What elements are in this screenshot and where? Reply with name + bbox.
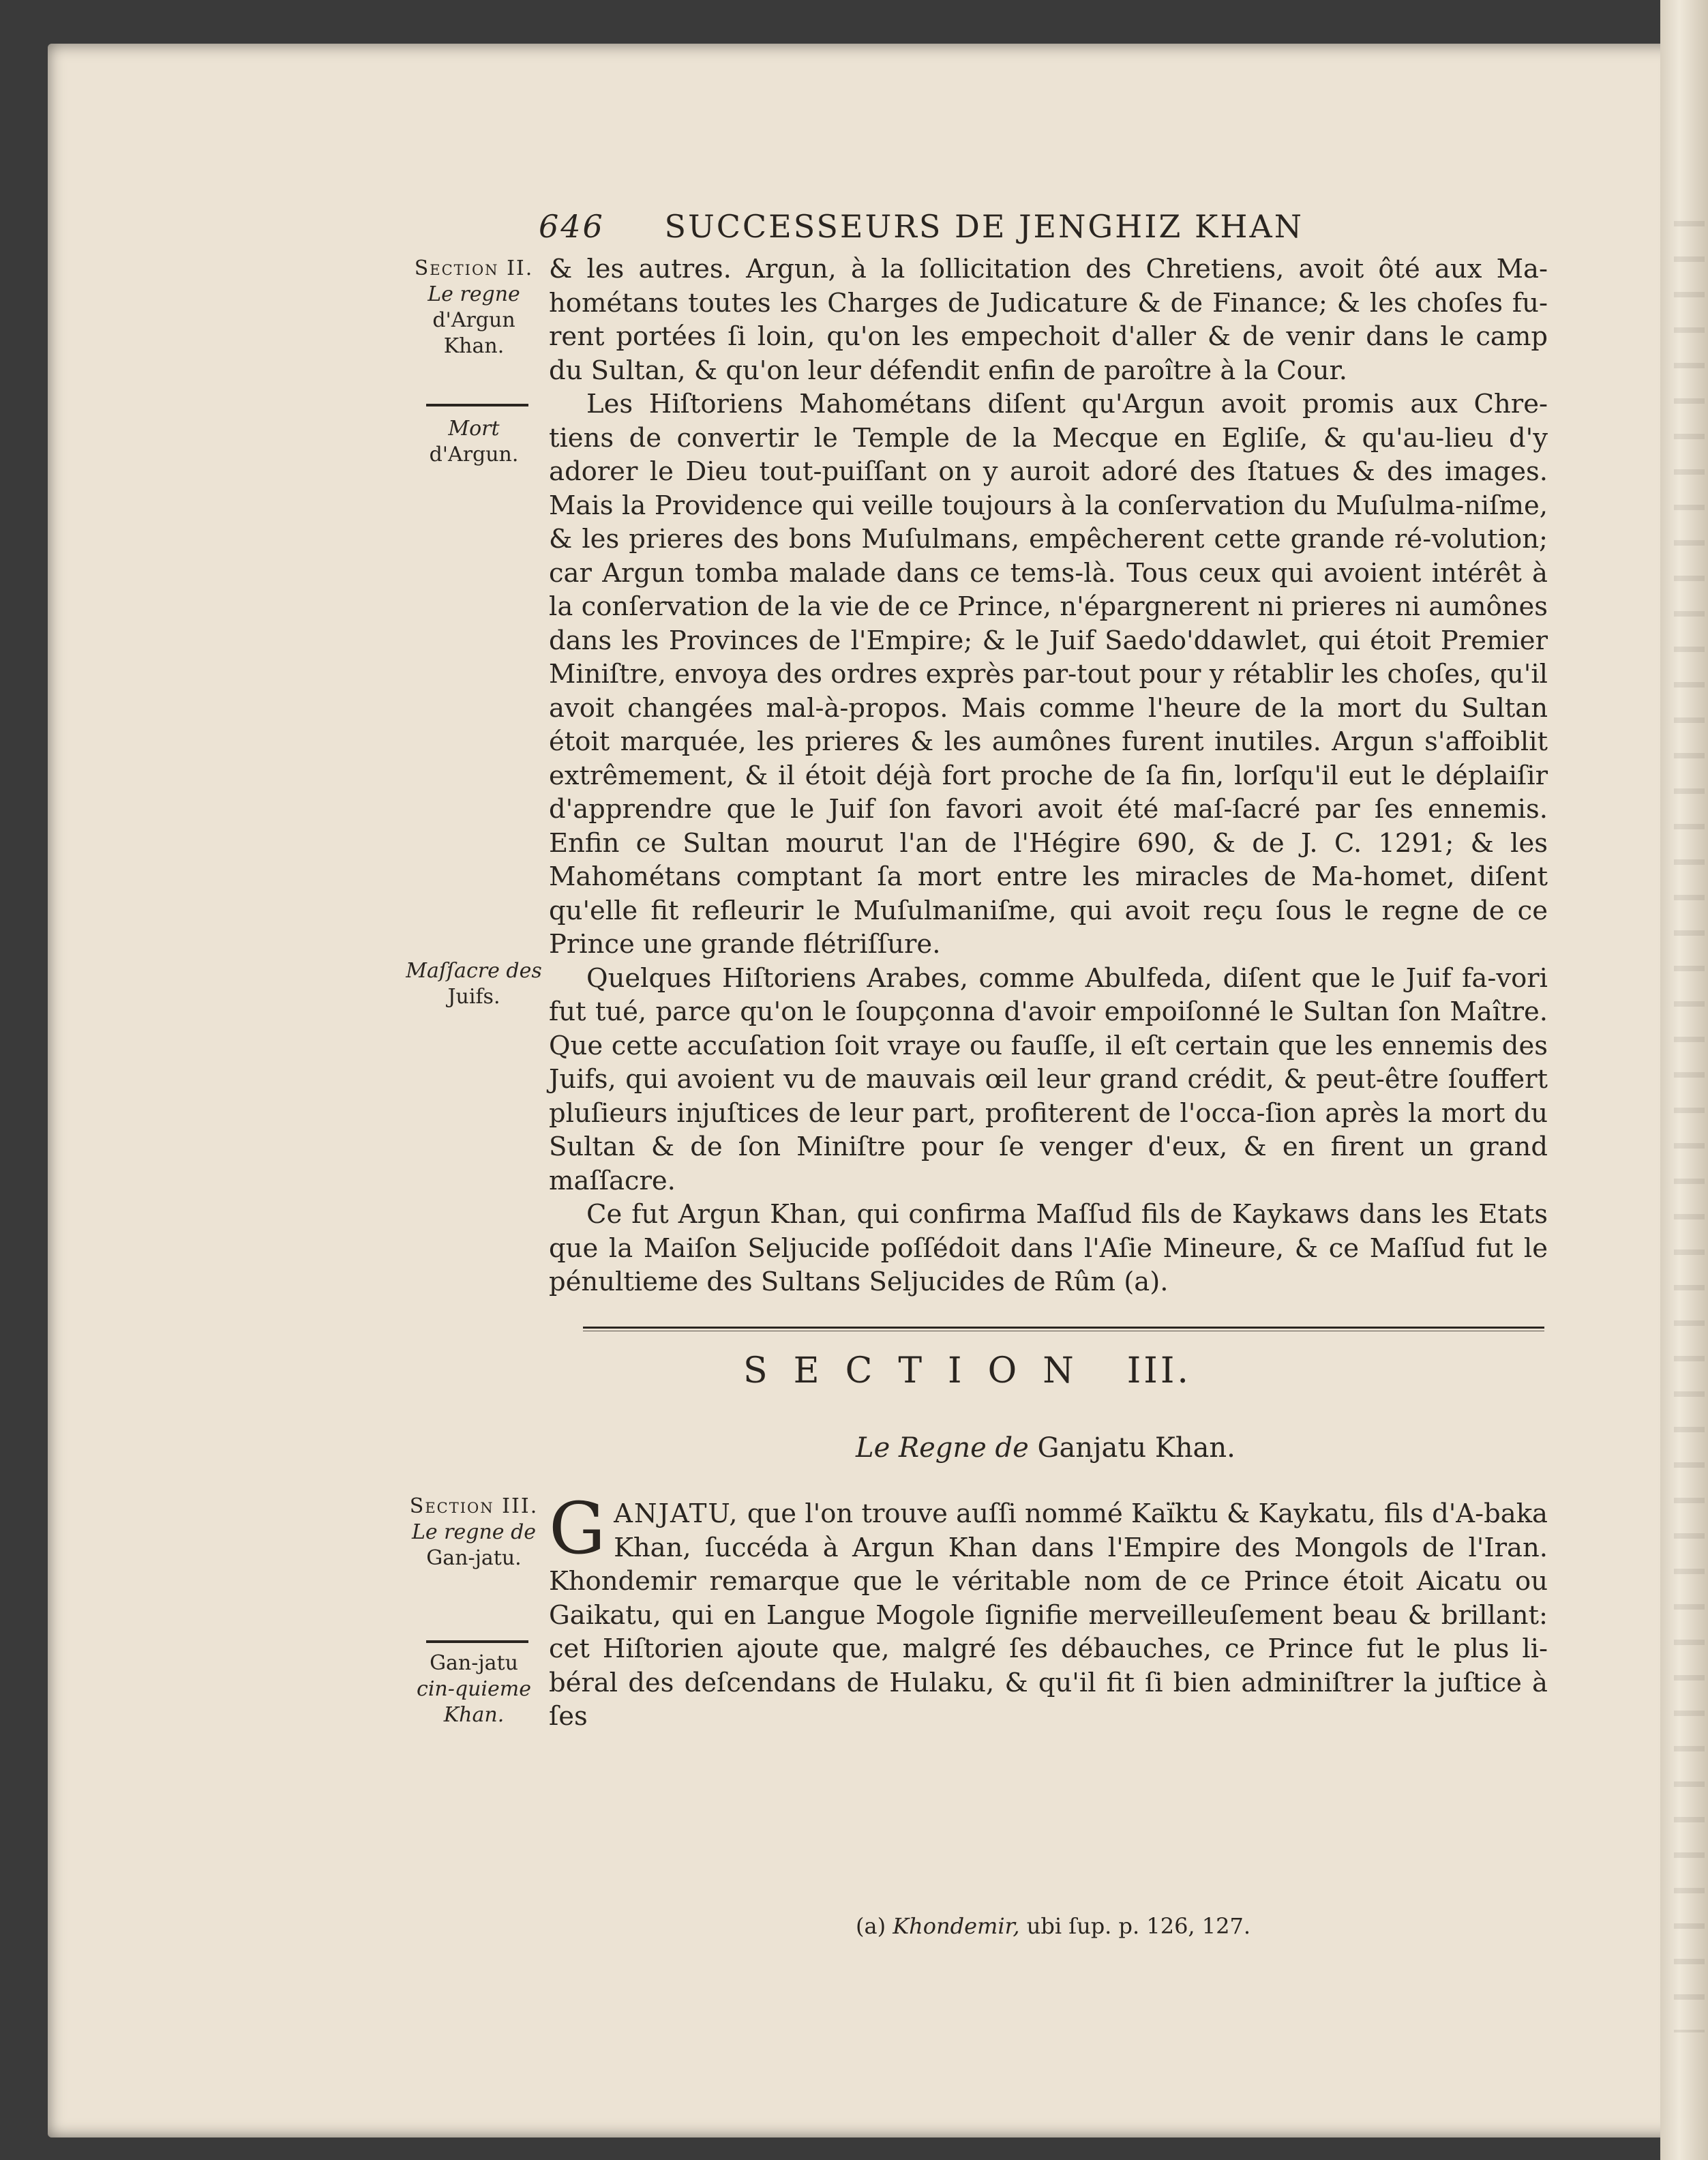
margin-rule — [426, 404, 528, 406]
section-body: que l'on trouve auſſi nommé Kaïktu & Kaykatu, fils d'A-baka Khan, ſuccéda à Argun Khan dans l'Empire des Mongols de l'Iran. Khondemir remarque que le véritable nom de ce Prince étoit Aicatu ou Gaikatu, qui en Langue Mogole ſignifie merveilleuſement beau & brillant: cet Hiſtorien ajoute que, malgré ſes débauches, ce Prince fut le plus li-béral des deſcendans de Hulaku, & qu'il fit ſi bien adminiſtrer la juſtice à ſes — [549, 1498, 1548, 1732]
section-text — [549, 1487, 1548, 1734]
paragraph: Les Hiſtoriens Mahométans diſent qu'Argun avoit promis aux Chre-tiens de convertir le Temple de la Mecque en Egliſe, & qu'au-lieu d'y adorer le Dieu tout-puiſſant on y auroit adoré des ſtatues & des images. Mais la Providence qui veille toujours à la conſervation du Muſulma-niſme, & les prieres des bons Muſulmans, empêcherent cette grande ré-volution; car Argun tomba malade dans ce tems-là. Tous ceux qui avoient intérêt à la conſervation de la vie de ce Prince, n'épargnerent ni prieres ni aumônes dans les Provinces de l'Empire; & le Juif Saedo'ddawlet, qui étoit Premier Miniſtre, envoya des ordres exprès par-tout pour y rétablir les choſes, qu'il avoit changées mal-à-propos. Mais comme l'heure de la mort du Sultan étoit marquée, les prieres & les aumônes furent inutiles. Argun s'affoiblit extrêmement, & il étoit déjà fort proche de ſa fin, lorſqu'il eut le déplaiſir d'apprendre que le Juif ſon favori avoit été maſ-ſacré par ſes ennemis. Enfin ce Sultan mourut l'an de l'Hégire 690, & de J. C. 1291; & les Mahométans comptant ſa mort entre les miracles de Ma-homet, diſent qu'elle fit refleurir le Muſulmaniſme, qui avoit reçu ſous le regne de ce Prince une grande flétriſſure. — [549, 389, 1548, 960]
paragraph: Quelques Hiſtoriens Arabes, comme Abulfeda, diſent que le Juif fa-vori fut tué, parce qu'on le ſoupçonna d'avoir empoiſonné le Sultan ſon Maître. Que cette accuſation ſoit vraye ou fauſſe, il eſt certain que les ennemis des Juifs, qui avoient vu de mauvais œil leur grand crédit, & peut-être ſouffert pluſieurs injuſtices de leur part, profiterent de l'occa-ſion après la mort du Sultan & de ſon Miniſtre pour ſe venger d'eux, & en firent un grand maſſacre. — [549, 962, 1548, 1196]
margin-note-ganjatu: Gan-jatu cin-quieme Khan. — [417, 1651, 531, 1727]
paragraph: & les autres. Argun, à la ſollicitation des Chretiens, avoit ôté aux Ma-hométans toutes les Charges de Judicature & de Finance; & les choſes fu-rent portées ſi loin, qu'on les empechoit d'aller & de venir dans le camp du Sultan, & qu'on leur défendit enfin de paroître à la Cour. — [549, 254, 1548, 386]
paragraph: Ce fut Argun Khan, qui confirma Maſſud fils de Kaykaws dans les Etats que la Maiſon Seljucide poſſédoit dans l'Aſie Mineure, & ce Maſſud fut le pénultieme des Sultans Seljucides de Rûm (a). — [549, 1199, 1548, 1297]
drop-cap: G — [549, 1487, 606, 1570]
main-text — [549, 252, 1548, 1299]
page-number: 646 — [539, 208, 605, 245]
margin-note-mort-argun: Mort d'Argun. — [429, 417, 519, 467]
margin-note-section-3: Section III. Le regne de Gan-jatu. — [409, 1494, 539, 1570]
adjacent-page-edge — [1660, 0, 1708, 2160]
section-subtitle: Le Regne de Ganjatu Khan. — [856, 1432, 1235, 1464]
running-head — [539, 208, 1425, 245]
margin-note-massacre: Maſſacre des Juifs. — [406, 959, 542, 1009]
footnote: (a) Khondemir, ubi ſup. p. 126, 127. — [856, 1913, 1251, 1939]
margin-note-section-2: Section II. Le regne d'Argun Khan. — [414, 256, 534, 358]
margin-rule — [426, 1640, 528, 1643]
opening-word: ANJATU, — [614, 1498, 739, 1529]
section-heading: SECTION III. — [743, 1350, 1191, 1391]
running-title: SUCCESSEURS DE JENGHIZ KHAN — [664, 208, 1304, 245]
section-divider — [583, 1327, 1544, 1329]
